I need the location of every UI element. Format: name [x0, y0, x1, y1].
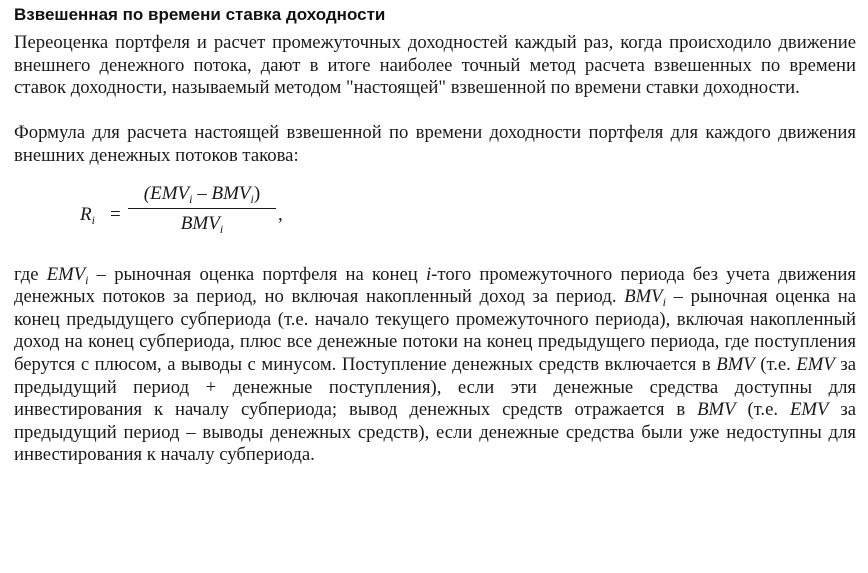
formula-numerator: $(EMV_i - BMV_i)$ — [143, 182, 261, 206]
definitions-paragraph: где $EMV_i$ – рыночная оценка портфеля на конец i-того промежуточного периода без учета движения денежных потоков за период, но включая накопленный доход за период. $BMV_i$ – рыночная оценка на конец предыдущего субпериода (т.е. начало текущего промежуточного периода), включая накопленный доход на конец субпериода, плюс все денежные потоки на конец предыдущего периода, где поступления берутся с плюсом, а выводы с минусом. Поступление денежных средств включается в BMV (т.е. EMV за предыдущий период + денежные поступления), если эти денежные средства доступны для инвестирования к началу субпериода; вывод денежных средств отражается в BMV (т.е. EMV за предыдущий период – выводы денежных средств), если денежные средства были уже недоступны для инвестирования к началу субпериода. — [14, 263, 857, 466]
formula-comma: , — [278, 203, 283, 225]
formula-lhs: $R_i$ — [80, 203, 95, 227]
section-title: Взвешенная по времени ставка доходности — [14, 5, 386, 24]
return-formula — [14, 172, 856, 264]
formula-equals: = — [110, 203, 121, 225]
formula-denominator: $BMV_i$ — [180, 212, 224, 236]
intro-paragraph: Переоценка портфеля и расчет промежуточных доходностей каждый раз, когда происходило движение внешнего денежного потока, дают в итоге наиболее точный метод расчета взвешенных по времени ставок доходности, называемый методом "настоящей" взвешенной по времени ставки доходности. — [14, 32, 856, 99]
formula-fraction — [128, 182, 276, 236]
fraction-bar — [128, 208, 276, 209]
formula-intro-paragraph: Формула для расчета настоящей взвешенной по времени доходности портфеля для каждого движения внешних денежных потоков такова: — [14, 122, 856, 166]
